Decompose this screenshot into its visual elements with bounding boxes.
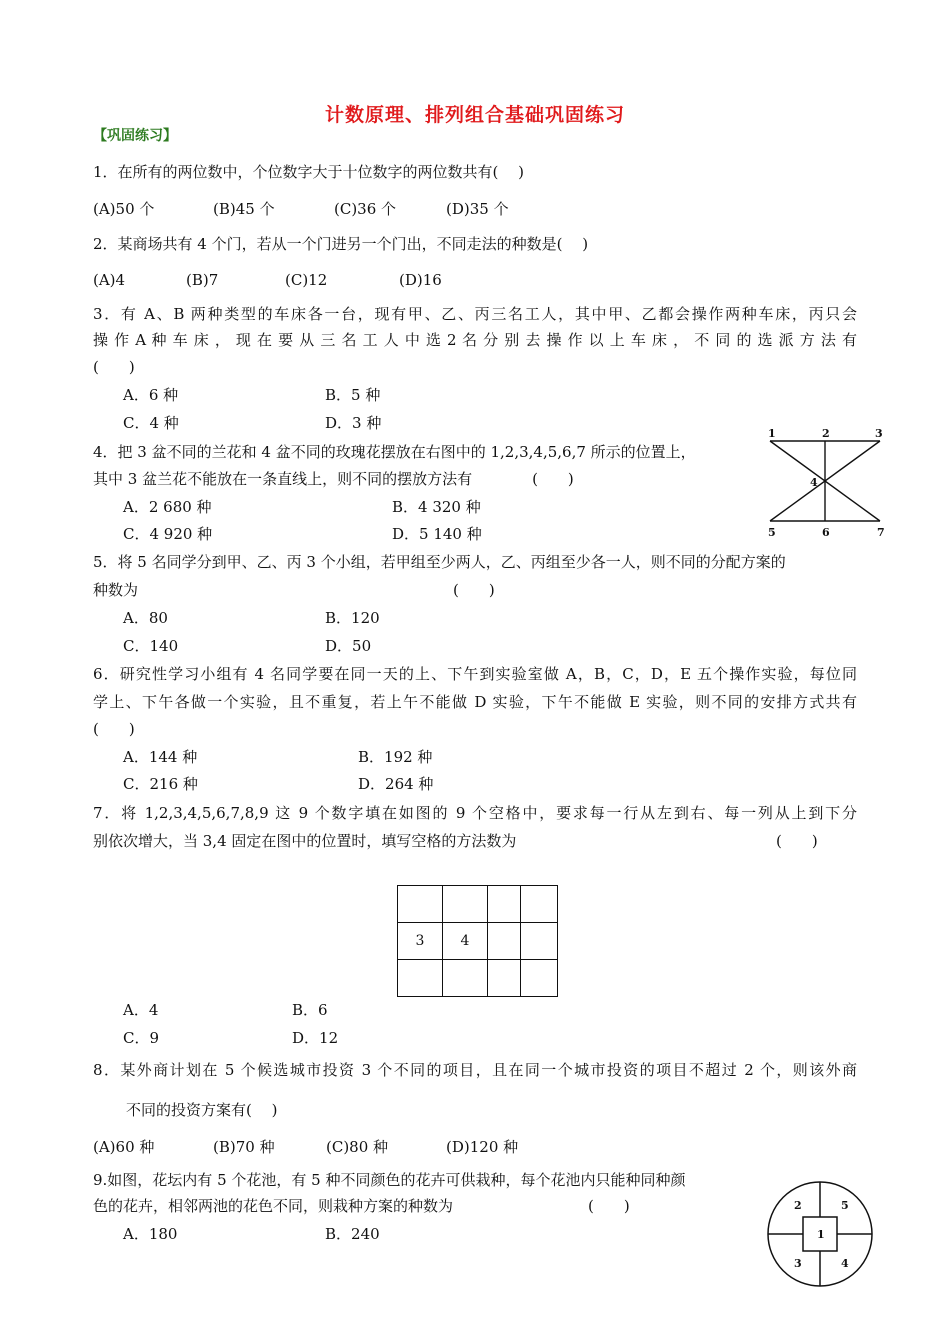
- q2-option-d: (D)16: [399, 271, 442, 289]
- q4-option-b: B．4 320 种: [392, 498, 481, 516]
- q3-stem-line2: 操 作 A 种 车 床 ， 现 在 要 从 三 名 工 人 中 选 2 名 分 别 去 操 作 以 上 车 床 ， 不 同 的 选 派 方 法 有: [93, 331, 857, 349]
- q7-option-a: A．4: [123, 1001, 159, 1019]
- q8-option-c: (C)80 种: [326, 1138, 389, 1156]
- grid-cell: 3: [398, 923, 443, 960]
- q4-option-a: A．2 680 种: [123, 498, 212, 516]
- fig4-label-1: 1: [768, 427, 776, 440]
- q5-stem-line1: 5．将 5 名同学分到甲、乙、丙 3 个小组，若甲组至少两人，乙、丙组至少各一人，则不同的分配方案的: [93, 553, 786, 571]
- q3-stem-line3: ( ): [93, 358, 135, 376]
- q8-option-a: (A)60 种: [93, 1138, 155, 1156]
- q7-stem-line1: 7．将 1,2,3,4,5,6,7,8,9 这 9 个数字填在如图的 9 个空格中，要求每一行从左到右、每一列从上到下分: [93, 804, 857, 822]
- q5-option-d: D．50: [325, 637, 372, 655]
- fig4-label-5: 5: [768, 526, 776, 539]
- q6-stem-line1: 6．研究性学习小组有 4 名同学要在同一天的上、下午到实验室做 A，B，C，D，E 五个操作实验，每位同: [93, 665, 857, 683]
- q9-option-a: A．180: [123, 1225, 178, 1243]
- q4-stem-line1: 4．把 3 盆不同的兰花和 4 盆不同的玫瑰花摆放在右图中的 1,2,3,4,5,6,7 所示的位置上，: [93, 443, 696, 461]
- figure-flowerbed: [766, 1180, 876, 1290]
- grid-cell: [443, 960, 488, 997]
- grid-cell: [488, 886, 521, 923]
- q3-option-a: A．6 种: [123, 386, 179, 404]
- grid-cell: [488, 923, 521, 960]
- fig4-label-6: 6: [822, 526, 830, 539]
- q8-option-d: (D)120 种: [446, 1138, 519, 1156]
- number-grid: [397, 885, 558, 997]
- q2-option-c: (C)12: [285, 271, 328, 289]
- grid-cell: [521, 886, 558, 923]
- q4-stem-line2: 其中 3 盆兰花不能放在一条直线上，则不同的摆放方法有 ( ): [93, 470, 574, 488]
- q4-option-d: D．5 140 种: [392, 525, 482, 543]
- grid-cell: [521, 960, 558, 997]
- q8-stem-line2: 不同的投资方案有( ): [126, 1101, 278, 1119]
- q2-option-a: (A)4: [93, 271, 126, 289]
- q5-option-c: C．140: [123, 637, 179, 655]
- q5-option-b: B．120: [325, 609, 380, 627]
- grid-cell: [488, 960, 521, 997]
- q6-option-a: A．144 种: [123, 748, 198, 766]
- grid-cell: [398, 886, 443, 923]
- q1-option-b: (B)45 个: [213, 200, 275, 218]
- q8-option-b: (B)70 种: [213, 1138, 275, 1156]
- q1-option-c: (C)36 个: [334, 200, 397, 218]
- fig9-label-5: 5: [841, 1199, 849, 1212]
- q2-stem: 2．某商场共有 4 个门，若从一个门进另一个门出，不同走法的种数是( ): [93, 235, 589, 253]
- grid-cell: [398, 960, 443, 997]
- q3-option-b: B．5 种: [325, 386, 381, 404]
- q6-stem-line3: ( ): [93, 720, 135, 738]
- q3-option-c: C．4 种: [123, 414, 179, 432]
- fig4-label-2: 2: [822, 427, 830, 440]
- q8-stem-line1: 8．某外商计划在 5 个候选城市投资 3 个不同的项目，且在同一个城市投资的项目不超过 2 个，则该外商: [93, 1061, 857, 1079]
- grid-cell: [443, 886, 488, 923]
- q9-stem-line1: 9.如图，花坛内有 5 个花池，有 5 种不同颜色的花卉可供栽种，每个花池内只能种同种颜: [93, 1171, 686, 1189]
- q6-option-c: C．216 种: [123, 775, 198, 793]
- q3-option-d: D．3 种: [325, 414, 382, 432]
- fig4-label-3: 3: [875, 427, 883, 440]
- fig9-label-3: 3: [794, 1257, 802, 1270]
- q6-option-b: B．192 种: [358, 748, 433, 766]
- q3-stem-line1: 3．有 A、B 两种类型的车床各一台，现有甲、乙、丙三名工人，其中甲、乙都会操作两种车床，丙只会: [93, 305, 857, 323]
- q7-stem-line2: 别依次增大，当 3,4 固定在图中的位置时，填写空格的方法数为: [93, 832, 517, 850]
- page-title: 计数原理、排列组合基础巩固练习: [324, 104, 625, 126]
- q5-option-a: A．80: [123, 609, 168, 627]
- fig9-label-4: 4: [841, 1257, 849, 1270]
- q1-option-d: (D)35 个: [446, 200, 509, 218]
- q2-option-b: (B)7: [186, 271, 219, 289]
- q9-option-b: B．240: [325, 1225, 380, 1243]
- fig4-label-4: 4: [810, 476, 818, 489]
- q7-option-b: B．6: [292, 1001, 328, 1019]
- fig9-label-1: 1: [817, 1228, 825, 1241]
- grid-cell: 4: [443, 923, 488, 960]
- q6-option-d: D．264 种: [358, 775, 434, 793]
- figure-hourglass: [760, 425, 892, 543]
- q1-stem: 1．在所有的两位数中，个位数字大于十位数字的两位数共有( ): [93, 163, 525, 181]
- q9-stem-line2: 色的花卉，相邻两池的花色不同，则栽种方案的种数为 ( ): [93, 1197, 630, 1215]
- q7-option-c: C．9: [123, 1029, 160, 1047]
- q5-stem-line2: 种数为 ( ): [93, 581, 495, 599]
- section-heading: 【巩固练习】: [93, 128, 177, 144]
- grid-cell: [521, 923, 558, 960]
- q7-answer-paren: ( ): [776, 832, 818, 850]
- fig9-label-2: 2: [794, 1199, 802, 1212]
- fig4-label-7: 7: [877, 526, 885, 539]
- q4-option-c: C．4 920 种: [123, 525, 213, 543]
- q1-option-a: (A)50 个: [93, 200, 155, 218]
- q6-stem-line2: 学上、下午各做一个实验，且不重复，若上午不能做 D 实验，下午不能做 E 实验，则不同的安排方式共有: [93, 693, 857, 711]
- q7-option-d: D．12: [292, 1029, 339, 1047]
